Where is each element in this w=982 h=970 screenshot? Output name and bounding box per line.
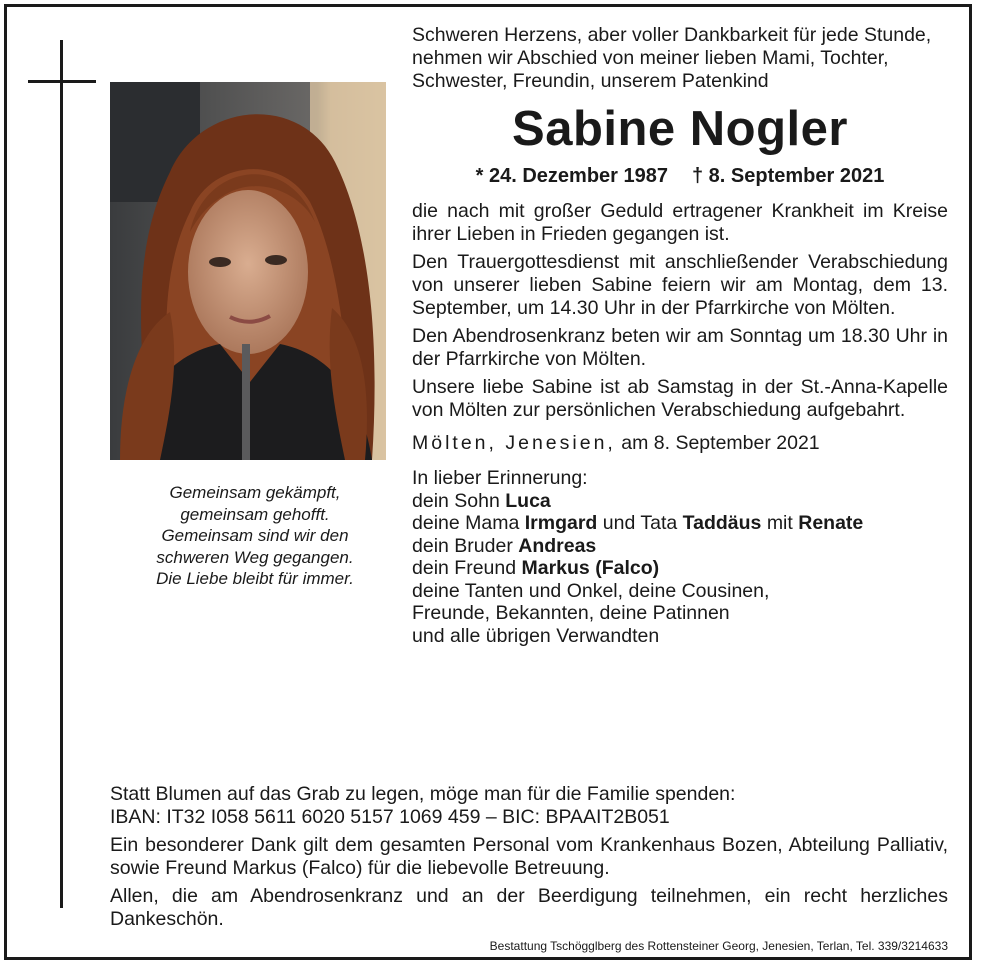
donation-line: Statt Blumen auf das Grab zu legen, möge man für die Familie spenden: [110, 783, 736, 805]
paragraph: die nach mit großer Geduld ertragener Krankheit im Kreise ihrer Lieben in Frieden gegangen ist. [412, 200, 948, 245]
mourner-line: Freunde, Bekannten, deine Patinnen [412, 602, 730, 624]
thanks-text-2: Allen, die am Abendrosenkranz und an der Beerdigung teilnehmen, ein recht herzliches Dankeschön. [110, 885, 948, 930]
mourner-line [412, 490, 948, 513]
date: am 8. September 2021 [621, 432, 820, 454]
mourners-heading: In lieber Erinnerung: [412, 467, 588, 489]
verse-line: gemeinsam gehofft. [180, 504, 330, 524]
funeral-home-footer: Bestattung Tschögglberg des Rottensteiner Georg, Jenesien, Terlan, Tel. 339/3214633 [489, 939, 948, 953]
verse-line: Gemeinsam sind wir den [161, 526, 349, 545]
verse-line: schweren Weg gegangen. [156, 547, 354, 567]
main-text-column [412, 24, 948, 647]
verse-line: Gemeinsam gekämpft, [169, 483, 341, 502]
mourners-list [412, 467, 948, 647]
cross-icon-bar [28, 80, 96, 83]
mourner-line [412, 557, 948, 580]
mourner-relation: dein Bruder [412, 534, 513, 557]
bank-details: IBAN: IT32 I058 5611 6020 5157 1069 459 – BIC: BPAAIT2B051 [110, 806, 670, 828]
mourner-relation: mit [766, 512, 793, 534]
memorial-verse [110, 482, 400, 590]
mourner-relation: dein Sohn [412, 489, 500, 512]
mourner-line: und alle übrigen Verwandten [412, 624, 660, 647]
paragraph: Unsere liebe Sabine ist ab Samstag in der St.-Anna-Kapelle von Mölten zur persönlichen Verabschiedung aufgebahrt. [412, 376, 948, 421]
deceased-name: Sabine Nogler [512, 102, 848, 156]
paragraph: Den Trauergottesdienst mit anschließender Verabschiedung von unserer lieben Sabine feiern wir am Montag, dem 13. September, um 14.30 Uhr in der Pfarrkirche von Mölten. [412, 251, 948, 319]
mourner-relation: und Tata [602, 512, 678, 534]
mourner-name: Markus (Falco) [521, 557, 660, 579]
portrait-photo [110, 82, 386, 460]
mourner-relation: deine Mama [412, 512, 520, 534]
thanks-text: Ein besonderer Dank gilt dem gesamten Personal vom Krankenhaus Bozen, Abteilung Palliativ, sowie Freund Markus (Falco) für die liebevolle Betreuung. [110, 834, 948, 879]
mourner-line [412, 512, 948, 535]
mourner-line: deine Tanten und Onkel, deine Cousinen, [412, 579, 770, 602]
verse-line: Die Liebe bleibt für immer. [156, 569, 354, 588]
mourner-name: Taddäus [682, 512, 762, 534]
mourner-name: Irmgard [524, 512, 598, 534]
birth-date: * 24. Dezember 1987 [475, 165, 668, 187]
life-dates [412, 165, 948, 188]
cross-icon [60, 40, 63, 908]
mourner-name: Andreas [518, 534, 597, 557]
mourner-name: Renate [798, 512, 864, 534]
intro-text: Schweren Herzens, aber voller Dankbarkeit für jede Stunde, nehmen wir Abschied von meiner lieben Mami, Tochter, Schwester, Freundin, unserem Patenkind [412, 24, 932, 92]
bottom-text [110, 783, 948, 936]
death-date: † 8. September 2021 [692, 165, 885, 187]
mourner-name: Luca [505, 489, 551, 512]
mourner-relation: dein Freund [412, 557, 517, 579]
mourner-line [412, 535, 948, 558]
paragraph: Den Abendrosenkranz beten wir am Sonntag um 18.30 Uhr in der Pfarrkirche von Mölten. [412, 325, 948, 370]
place: Mölten, Jenesien, [412, 432, 616, 454]
place-and-date [412, 432, 948, 455]
